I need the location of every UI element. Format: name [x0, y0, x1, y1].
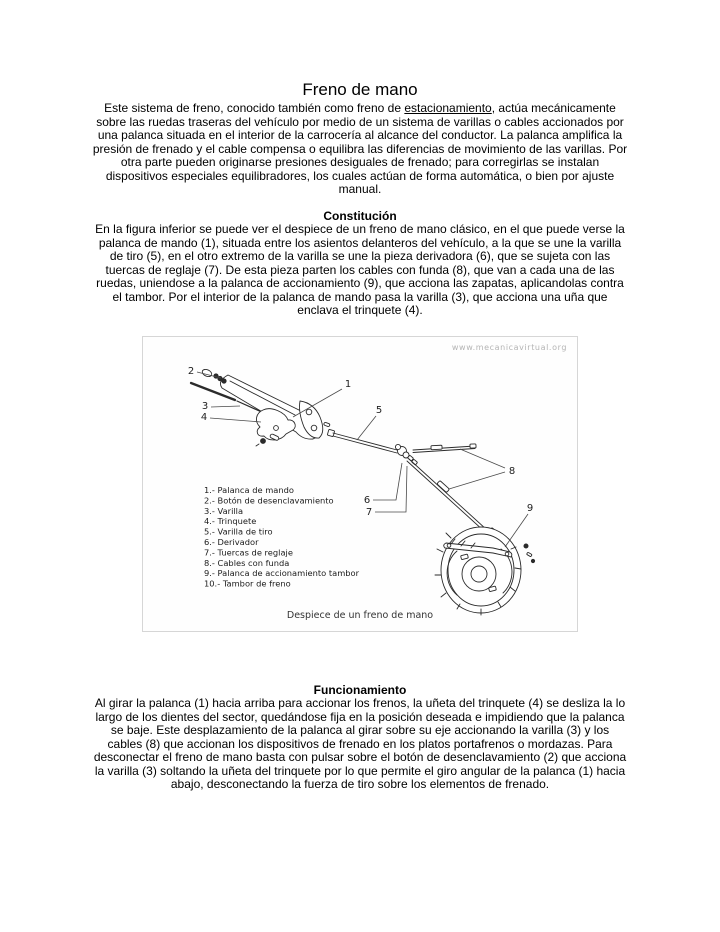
handbrake-diagram-svg [143, 337, 577, 631]
estacionamiento-link[interactable]: estacionamiento [404, 101, 492, 115]
constitucion-paragraph: En la figura inferior se puede ver el despiece de un freno de mano clásico, en el que puede verse la palanca de mando (1), situada entre los asientos delanteros del vehículo, a la que se une la varilla de tiro (5), en el otro extremo de la varilla se une la pieza derivadora (6), que se sujeta con las tuercas de reglaje (7). De esta pieza parten los cables con funda (8), que van a cada una de las ruedas, uniendose a la palanca de accionamiento (9), que acciona las zapatas, aplicandolas contra el tambor. Por el interior de la palanca de mando pasa la varilla (3), que acciona una uña que enclava el trinquete (4). [95, 222, 625, 317]
release-button-drawing [201, 368, 226, 383]
callout-1: 1 [344, 378, 352, 390]
callout-7: 7 [365, 506, 373, 518]
callout-4: 4 [200, 411, 208, 423]
legend-item-8: 8.- Cables con funda [204, 557, 290, 568]
callout-2: 2 [187, 365, 195, 377]
legend-item-9: 9.- Palanca de accionamiento tambor [204, 567, 360, 578]
derivador-junction-drawing [395, 444, 417, 465]
callout-6: 6 [363, 494, 371, 506]
legend-item-10: 10.- Tambor de freno [204, 578, 291, 589]
page-title: Freno de mano [302, 80, 418, 99]
tie-rod-drawing [327, 429, 397, 453]
legend-item-2: 2.- Botón de desenclavamiento [204, 494, 334, 505]
diagram-legend [204, 485, 360, 589]
brake-drum-drawing [435, 527, 535, 615]
legend-item-3: 3.- Varilla [204, 505, 244, 516]
callout-9: 9 [526, 502, 534, 514]
watermark-text: www.mecanicavirtual.org [451, 342, 567, 352]
callout-8: 8 [508, 465, 516, 477]
intro-text-before: Este sistema de freno, conocido también como freno de [104, 101, 405, 115]
callout-5: 5 [375, 404, 383, 416]
figure-caption: Despiece de un freno de mano [286, 609, 434, 621]
funcionamiento-paragraph: Al girar la palanca (1) hacia arriba para accionar los frenos, la uñeta del trinquete (4) se desliza la lo largo de los dientes del sector, quedándose fija en la posición deseada e impidiendo que la palanca se baje. Este desplazamiento de la palanca al girar sobre su eje accionando la varilla (3) y los cables (8) que accionan los dispositivos de frenado en los platos portafrenos o mordazas. Para desconectar el freno de mano basta con pulsar sobre el botón de desenclavamiento (2) que acciona la varilla (3) soltando la uñeta del trinquete por lo que permite el giro angular de la palanca (1) hacia abajo, desconectando la fuerza de tiro sobre los elementos de frenado. [93, 696, 627, 791]
intro-text-after: , actúa mecánicamente sobre las ruedas traseras del vehículo por medio de un sistema de varillas o cables accionados por una palanca situada en el interior de la carrocería al alcance del conductor. La palanca amplifica la presión de frenado y el cable compensa o equilibra las diferencias de movimiento de las varillas. Por otra parte pueden originarse presiones desiguales de frenado; para corregirlas se instalan dispositivos especiales equilibradores, los cuales actúan de forma automática, o bien por ajuste manual. [92, 101, 628, 196]
legend-item-1: 1.- Palanca de mando [204, 484, 294, 495]
legend-item-7: 7.- Tuercas de reglaje [204, 546, 293, 557]
callout-3: 3 [201, 400, 209, 412]
drum-bolt-parts-drawing [524, 544, 535, 563]
handbrake-diagram-figure [142, 336, 578, 632]
intro-paragraph [92, 102, 628, 197]
section-heading-constitucion: Constitución [323, 208, 397, 223]
legend-item-4: 4.- Trinquete [204, 515, 257, 526]
section-heading-funcionamiento: Funcionamiento [313, 682, 407, 697]
legend-item-6: 6.- Derivador [204, 536, 259, 547]
legend-item-5: 5.- Varilla de tiro [204, 526, 273, 537]
horizontal-cable-drawing [413, 443, 476, 452]
